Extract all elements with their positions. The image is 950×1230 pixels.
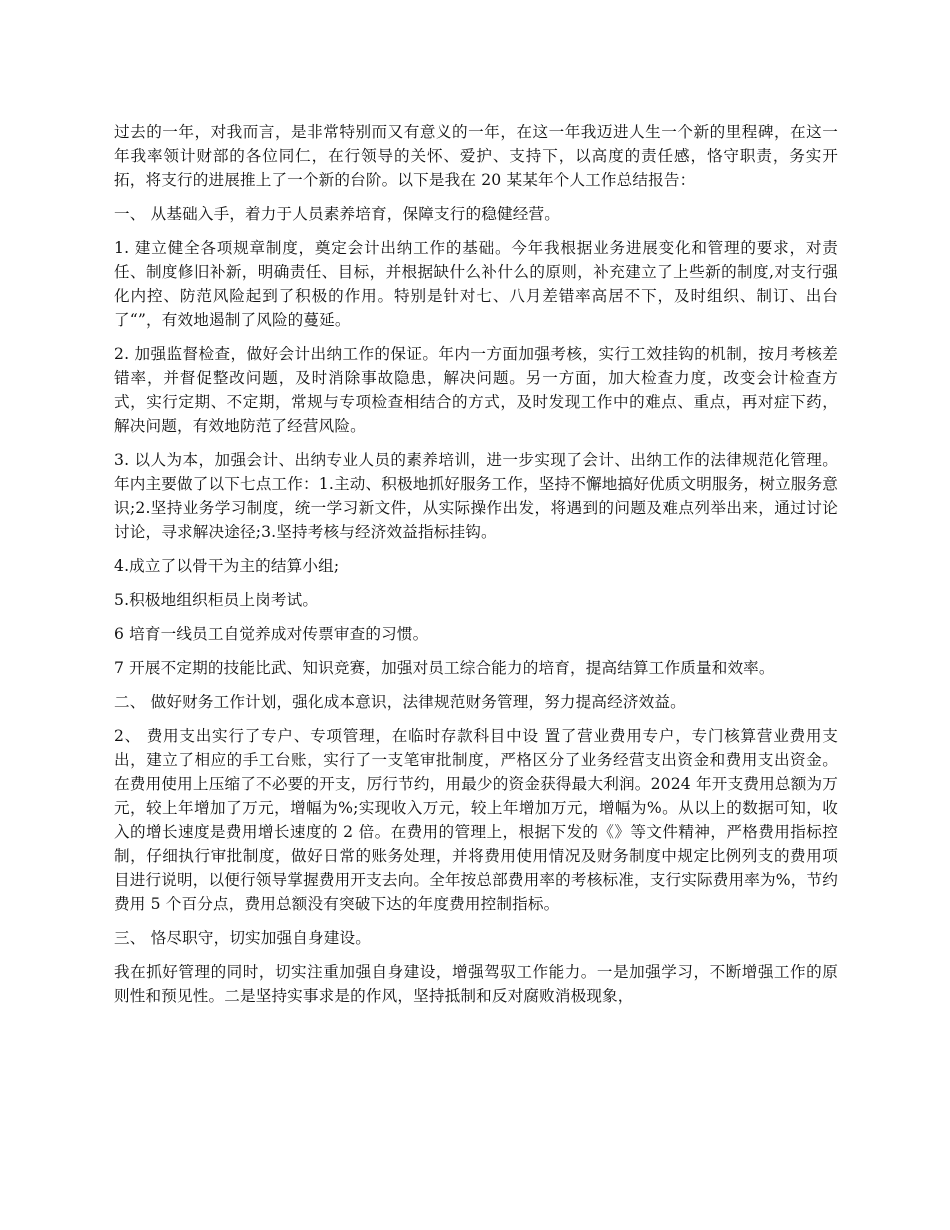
item-paragraph-4: 4.成立了以骨干为主的结算小组; [114, 557, 340, 575]
section-heading-2: 二、 做好财务工作计划，强化成本意识，法律规范财务管理，努力提高经济效益。 [114, 693, 686, 711]
section-heading-3: 三、 恪尽职守，切实加强自身建设。 [114, 929, 372, 947]
item-paragraph-6: 6 培育一线员工自觉养成对传票审查的习惯。 [114, 625, 429, 643]
expense-paragraph: 2、 费用支出实行了专户、专项管理，在临时存款科目中设 置了营业费用专户，专门核算营业费用支出，建立了相应的手工台账，实行了一支笔审批制度，严格区分了业务经营支出资金和费用支出资金。在费用使用上压缩了不必要的开支，厉行节约，用最少的资金获得最大利润。2024 年开支费用总额为万元，较上年增加了万元，增幅为%;实现收入万元，较上年增加万元，增幅为%。从以上的数据可知，收入的增长速度是费用增长速度的 2 倍。在费用的管理上，根据下发的《》等文件精神，严格费用指标控制，仔细执行审批制度，做好日常的账务处理，并将费用使用情况及财务制度中规定比例列支的费用项目进行说明，以便行领导掌握费用开支去向。全年按总部费用率的考核标准，支行实际费用率为%，节约费用 5 个百分点，费用总额没有突破下达的年度费用控制指标。 [114, 727, 838, 913]
self-building-paragraph: 我在抓好管理的同时，切实注重加强自身建设，增强驾驭工作能力。一是加强学习，不断增强工作的原则性和预见性。二是坚持实事求是的作风，坚持抵制和反对腐败消极现象， [114, 963, 838, 1005]
item-paragraph-2: 2. 加强监督检查，做好会计出纳工作的保证。年内一方面加强考核，实行工效挂钩的机制，按月考核差错率，并督促整改问题，及时消除事故隐患，解决问题。另一方面，加大检查力度，改变会计检查方式，实行定期、不定期，常规与专项检查相结合的方式，及时发现工作中的难点、重点，再对症下药，解决问题，有效地防范了经营风险。 [114, 345, 838, 435]
document-body [114, 120, 838, 1018]
item-paragraph-5: 5.积极地组织柜员上岗考试。 [114, 591, 319, 609]
item-paragraph-1: 1. 建立健全各项规章制度，奠定会计出纳工作的基础。今年我根据业务进展变化和管理的要求，对责任、制度修旧补新，明确责任、目标，并根据缺什么补什么的原则，补充建立了上些新的制度,对支行强化内控、防范风险起到了积极的作用。特别是针对七、八月差错率高居不下，及时组织、制订、出台了“”，有效地遏制了风险的蔓延。 [114, 239, 838, 329]
item-paragraph-7: 7 开展不定期的技能比武、知识竞赛，加强对员工综合能力的培育，提高结算工作质量和效率。 [114, 659, 775, 677]
item-paragraph-3: 3. 以人为本，加强会计、出纳专业人员的素养培训，进一步实现了会计、出纳工作的法律规范化管理。年内主要做了以下七点工作：1.主动、积极地抓好服务工作，坚持不懈地搞好优质文明服务，树立服务意识;2.坚持业务学习制度，统一学习新文件，从实际操作出发，将遇到的问题及难点列举出来，通过讨论讨论，寻求解决途径;3.坚持考核与经济效益指标挂钩。 [114, 451, 838, 541]
intro-paragraph: 过去的一年，对我而言，是非常特别而又有意义的一年，在这一年我迈进人生一个新的里程碑，在这一年我率领计财部的各位同仁，在行领导的关怀、爱护、支持下，以高度的责任感，恪守职责，务实开拓，将支行的进展推上了一个新的台阶。以下是我在 20 某某年个人工作总结报告： [114, 123, 838, 189]
section-heading-1: 一、 从基础入手，着力于人员素养培育，保障支行的稳健经营。 [114, 205, 560, 223]
